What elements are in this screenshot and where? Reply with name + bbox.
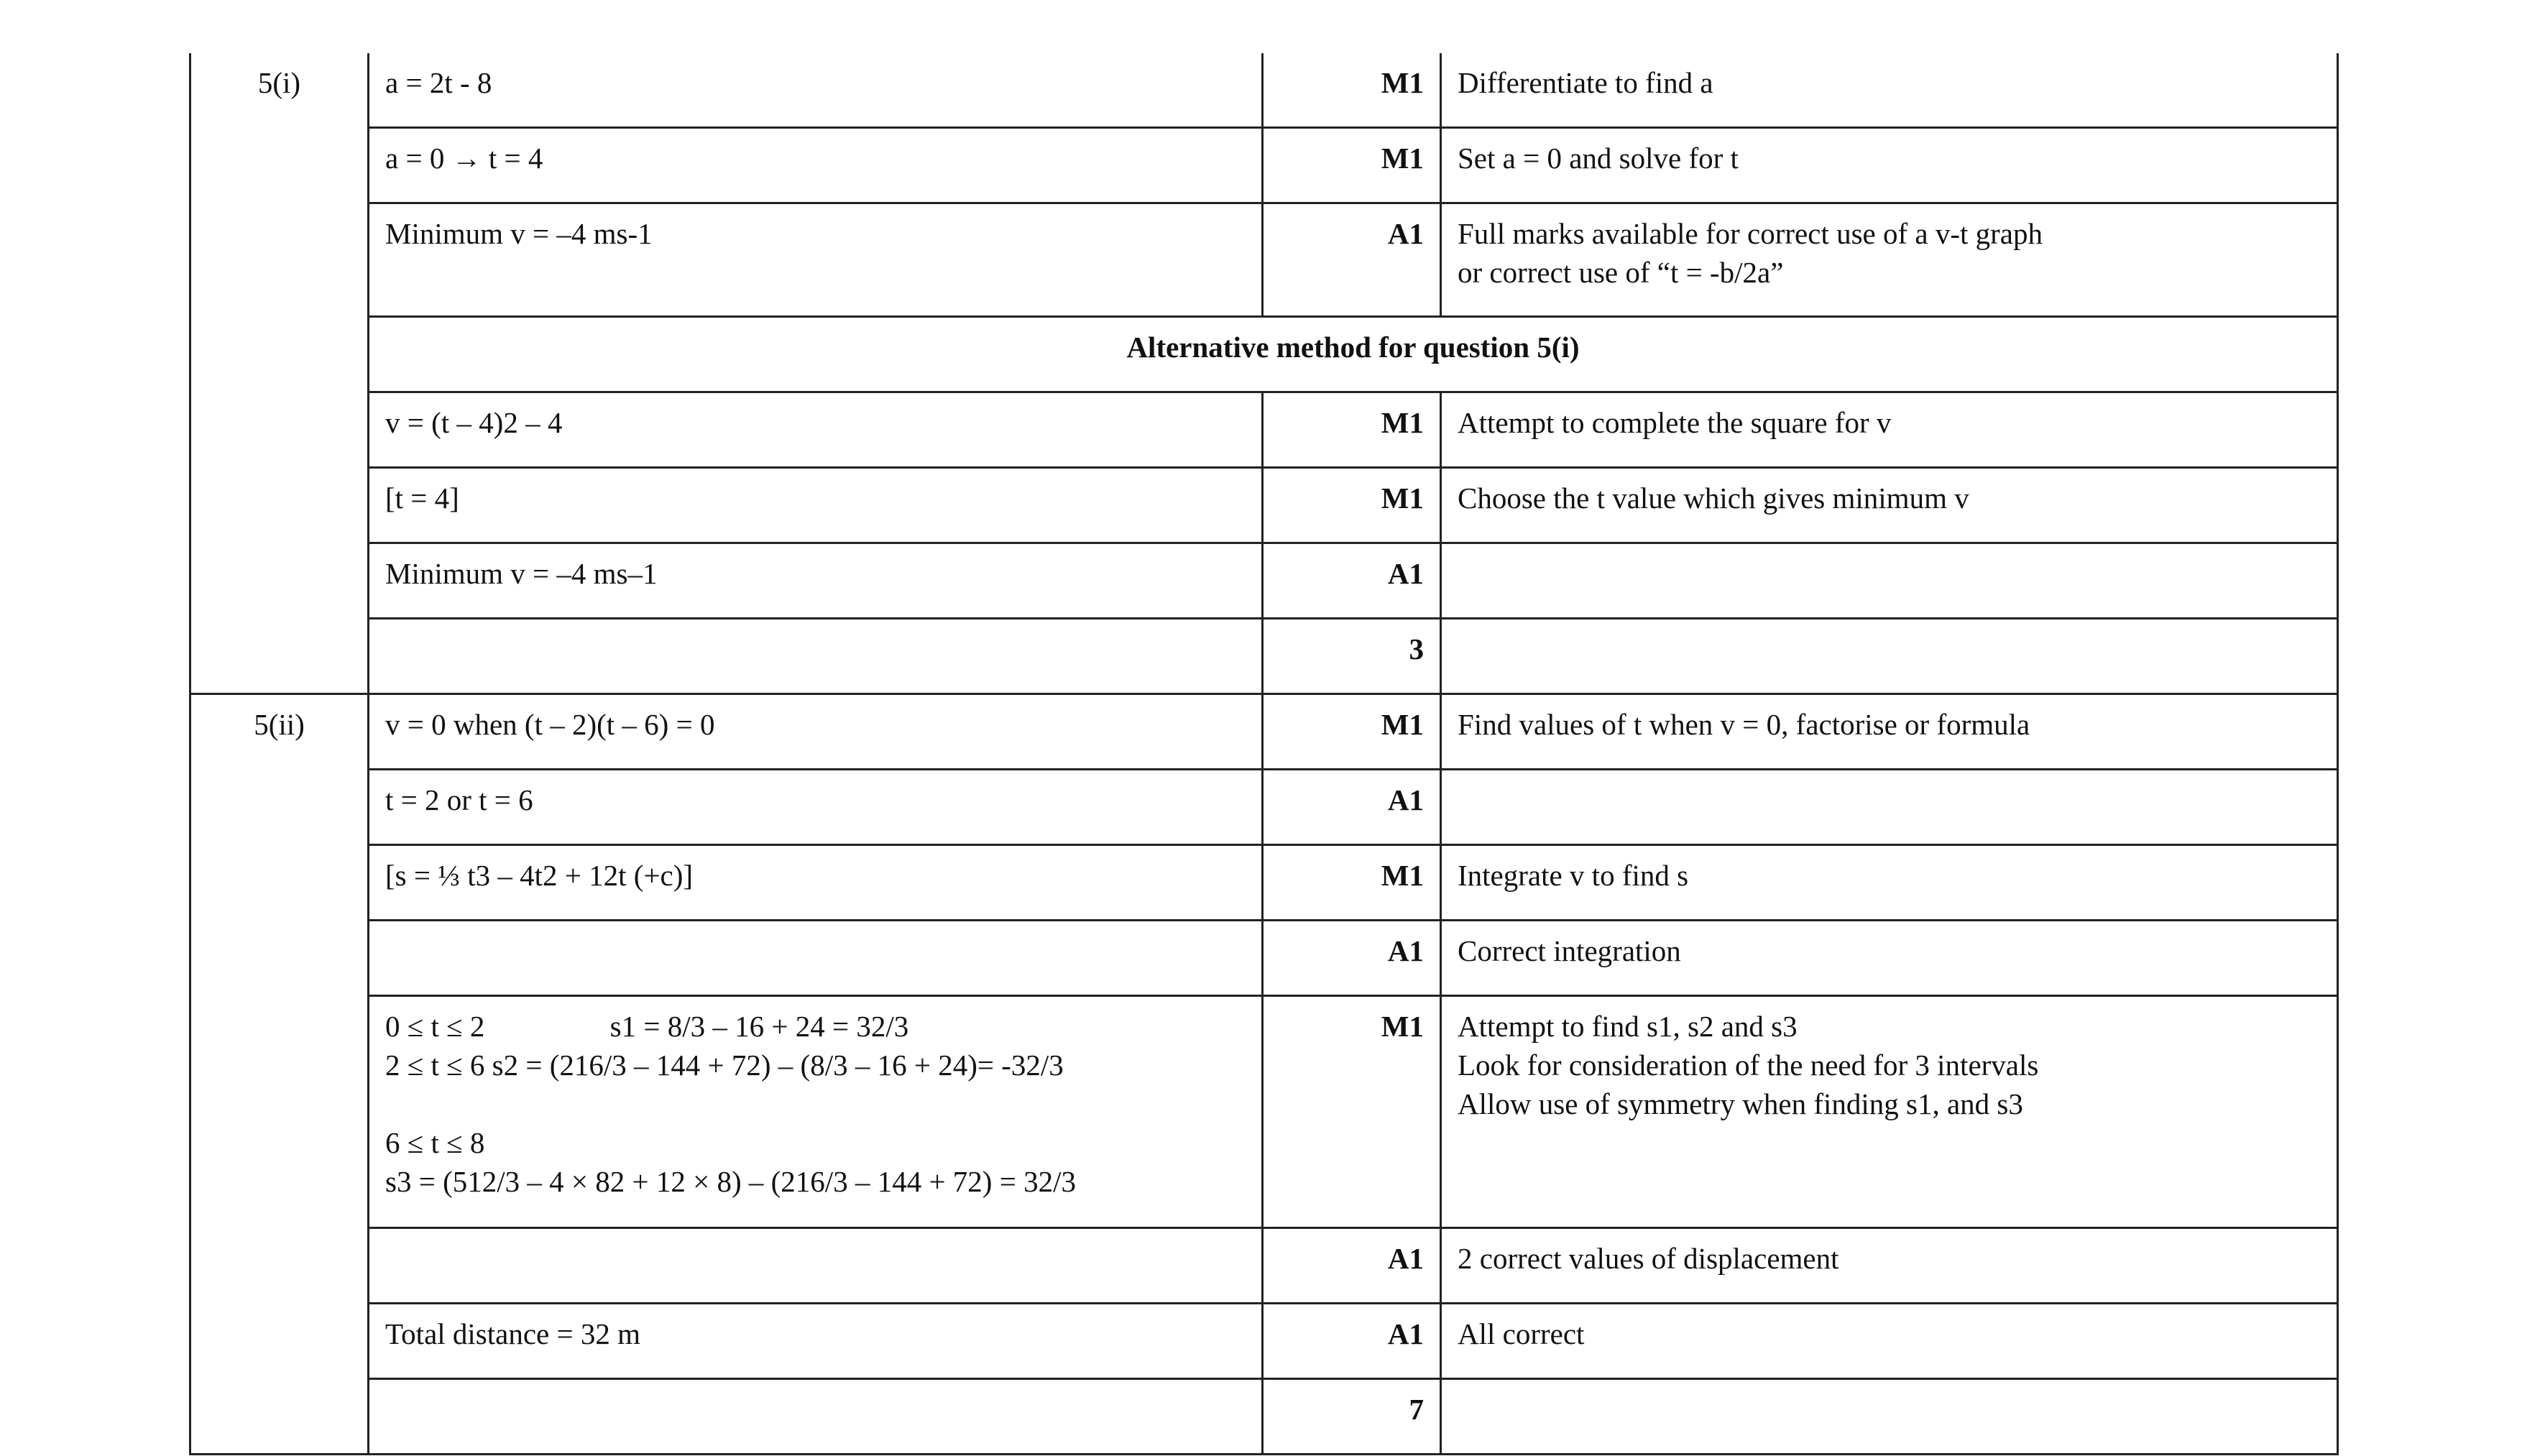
answer-cell: t = 2 or t = 6	[369, 770, 1263, 845]
guidance-cell: 2 correct values of displacement	[1441, 1228, 2338, 1304]
mark-cell: M1	[1263, 845, 1441, 921]
mark-cell: A1	[1263, 203, 1441, 317]
guidance-line: Look for consideration of the need for 3 intervals	[1458, 1049, 2039, 1082]
guidance-cell	[1441, 996, 2338, 1228]
answer-line: 0 ≤ t ≤ 2 s1 = 8/3 – 16 + 24 = 32/3	[385, 1010, 909, 1043]
question-number: 5(i)	[190, 53, 369, 694]
answer-cell: Minimum v = –4 ms–1	[369, 543, 1263, 619]
table-row	[190, 543, 2338, 619]
guidance-cell: Find values of t when v = 0, factorise or formula	[1441, 694, 2338, 770]
answer-cell	[369, 1228, 1263, 1304]
answer-cell	[369, 1379, 1263, 1455]
table-row	[190, 694, 2338, 770]
mark-cell: M1	[1263, 392, 1441, 468]
guidance-cell: Choose the t value which gives minimum v	[1441, 468, 2338, 543]
question-number: 5(ii)	[190, 694, 369, 1455]
alternative-method-heading: Alternative method for question 5(i)	[369, 317, 2338, 392]
guidance-cell: All correct	[1441, 1304, 2338, 1379]
mark-cell: A1	[1263, 1304, 1441, 1379]
guidance-line: or correct use of “t = -b/2a”	[1458, 256, 1784, 289]
answer-cell: a = 0 → t = 4	[369, 128, 1263, 203]
guidance-cell: Set a = 0 and solve for t	[1441, 128, 2338, 203]
guidance-cell	[1441, 619, 2338, 694]
table-row	[190, 996, 2338, 1228]
table-row	[190, 770, 2338, 845]
answer-cell: Total distance = 32 m	[369, 1304, 1263, 1379]
guidance-cell: Differentiate to find a	[1441, 53, 2338, 128]
guidance-cell: Correct integration	[1441, 921, 2338, 996]
answer-cell	[369, 921, 1263, 996]
answer-cell: a = 2t - 8	[369, 53, 1263, 128]
table-row	[190, 128, 2338, 203]
table-row	[190, 53, 2338, 128]
mark-cell: A1	[1263, 770, 1441, 845]
table-row-total	[190, 1379, 2338, 1455]
mark-cell: A1	[1263, 1228, 1441, 1304]
guidance-cell	[1441, 543, 2338, 619]
guidance-line: Allow use of symmetry when finding s1, and s3	[1458, 1087, 2023, 1120]
guidance-cell: Integrate v to find s	[1441, 845, 2338, 921]
table-row	[190, 1304, 2338, 1379]
answer-cell	[369, 996, 1263, 1228]
guidance-line: Attempt to find s1, s2 and s3	[1458, 1010, 1798, 1043]
mark-cell: M1	[1263, 996, 1441, 1228]
table-row	[190, 921, 2338, 996]
table-row	[190, 203, 2338, 317]
table-row	[190, 468, 2338, 543]
mark-cell: M1	[1263, 694, 1441, 770]
mark-cell: M1	[1263, 53, 1441, 128]
answer-cell: Minimum v = –4 ms-1	[369, 203, 1263, 317]
table-row-total	[190, 619, 2338, 694]
answer-line: 2 ≤ t ≤ 6 s2 = (216/3 – 144 + 72) – (8/3 – 16 + 24)= -32/3	[385, 1049, 1064, 1082]
answer-cell: v = 0 when (t – 2)(t – 6) = 0	[369, 694, 1263, 770]
guidance-cell	[1441, 1379, 2338, 1455]
mark-cell: A1	[1263, 543, 1441, 619]
guidance-cell: Attempt to complete the square for v	[1441, 392, 2338, 468]
answer-line: s3 = (512/3 – 4 × 82 + 12 × 8) – (216/3 – 144 + 72) = 32/3	[385, 1165, 1076, 1198]
table-row	[190, 845, 2338, 921]
answer-cell: [s = ⅓ t3 – 4t2 + 12t (+c)]	[369, 845, 1263, 921]
answer-line: 6 ≤ t ≤ 8	[385, 1126, 485, 1159]
answer-cell: v = (t – 4)2 – 4	[369, 392, 1263, 468]
answer-cell: [t = 4]	[369, 468, 1263, 543]
table-row	[190, 1228, 2338, 1304]
mark-cell: M1	[1263, 468, 1441, 543]
table-row	[190, 317, 2338, 392]
mark-cell: M1	[1263, 128, 1441, 203]
total-marks: 7	[1263, 1379, 1441, 1455]
answer-cell	[369, 619, 1263, 694]
guidance-cell	[1441, 770, 2338, 845]
guidance-line: Full marks available for correct use of a v-t graph	[1458, 217, 2043, 250]
mark-scheme-table	[189, 53, 2339, 1455]
table-row	[190, 392, 2338, 468]
total-marks: 3	[1263, 619, 1441, 694]
mark-cell: A1	[1263, 921, 1441, 996]
guidance-cell	[1441, 203, 2338, 317]
